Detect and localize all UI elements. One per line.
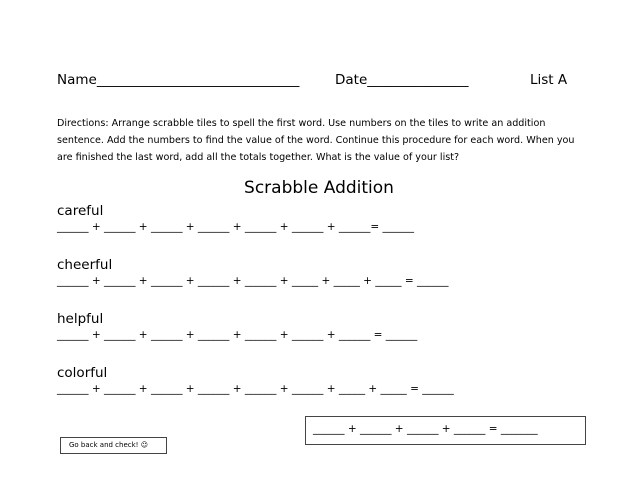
totals-equation: ______ + ______ + ______ + ______ = _______: [313, 423, 538, 435]
date-field-label: Date_______________: [335, 72, 469, 88]
equation-careful: ______ + ______ + ______ + ______ + ______ + ______ + ______= ______: [57, 221, 414, 233]
check-note-box: [60, 437, 167, 454]
equation-helpful: ______ + ______ + ______ + ______ + ______ + ______ + ______ = ______: [57, 329, 418, 341]
equation-colorful: ______ + ______ + ______ + ______ + ______ + ______ + _____ + _____ = ______: [57, 383, 454, 395]
word-careful: careful: [57, 203, 104, 219]
page-title: Scrabble Addition: [244, 178, 394, 198]
word-colorful: colorful: [57, 365, 108, 381]
check-note: Go back and check! ☺: [69, 441, 149, 449]
directions-text: Directions: Arrange scrabble tiles to spell the first word. Use numbers on the tiles to write an addition sentence. Add the numbers to find the value of the word. Continue this procedure for each word. When you are finished the last word, add all the totals together. What is the value of your list?: [57, 118, 575, 163]
equation-cheerful: ______ + ______ + ______ + ______ + ______ + _____ + _____ + _____ = ______: [57, 275, 449, 287]
word-helpful: helpful: [57, 311, 104, 327]
list-label: List A: [530, 72, 568, 88]
name-field-label: Name______________________________: [57, 72, 300, 88]
totals-box: [305, 416, 586, 445]
word-cheerful: cheerful: [57, 257, 113, 273]
